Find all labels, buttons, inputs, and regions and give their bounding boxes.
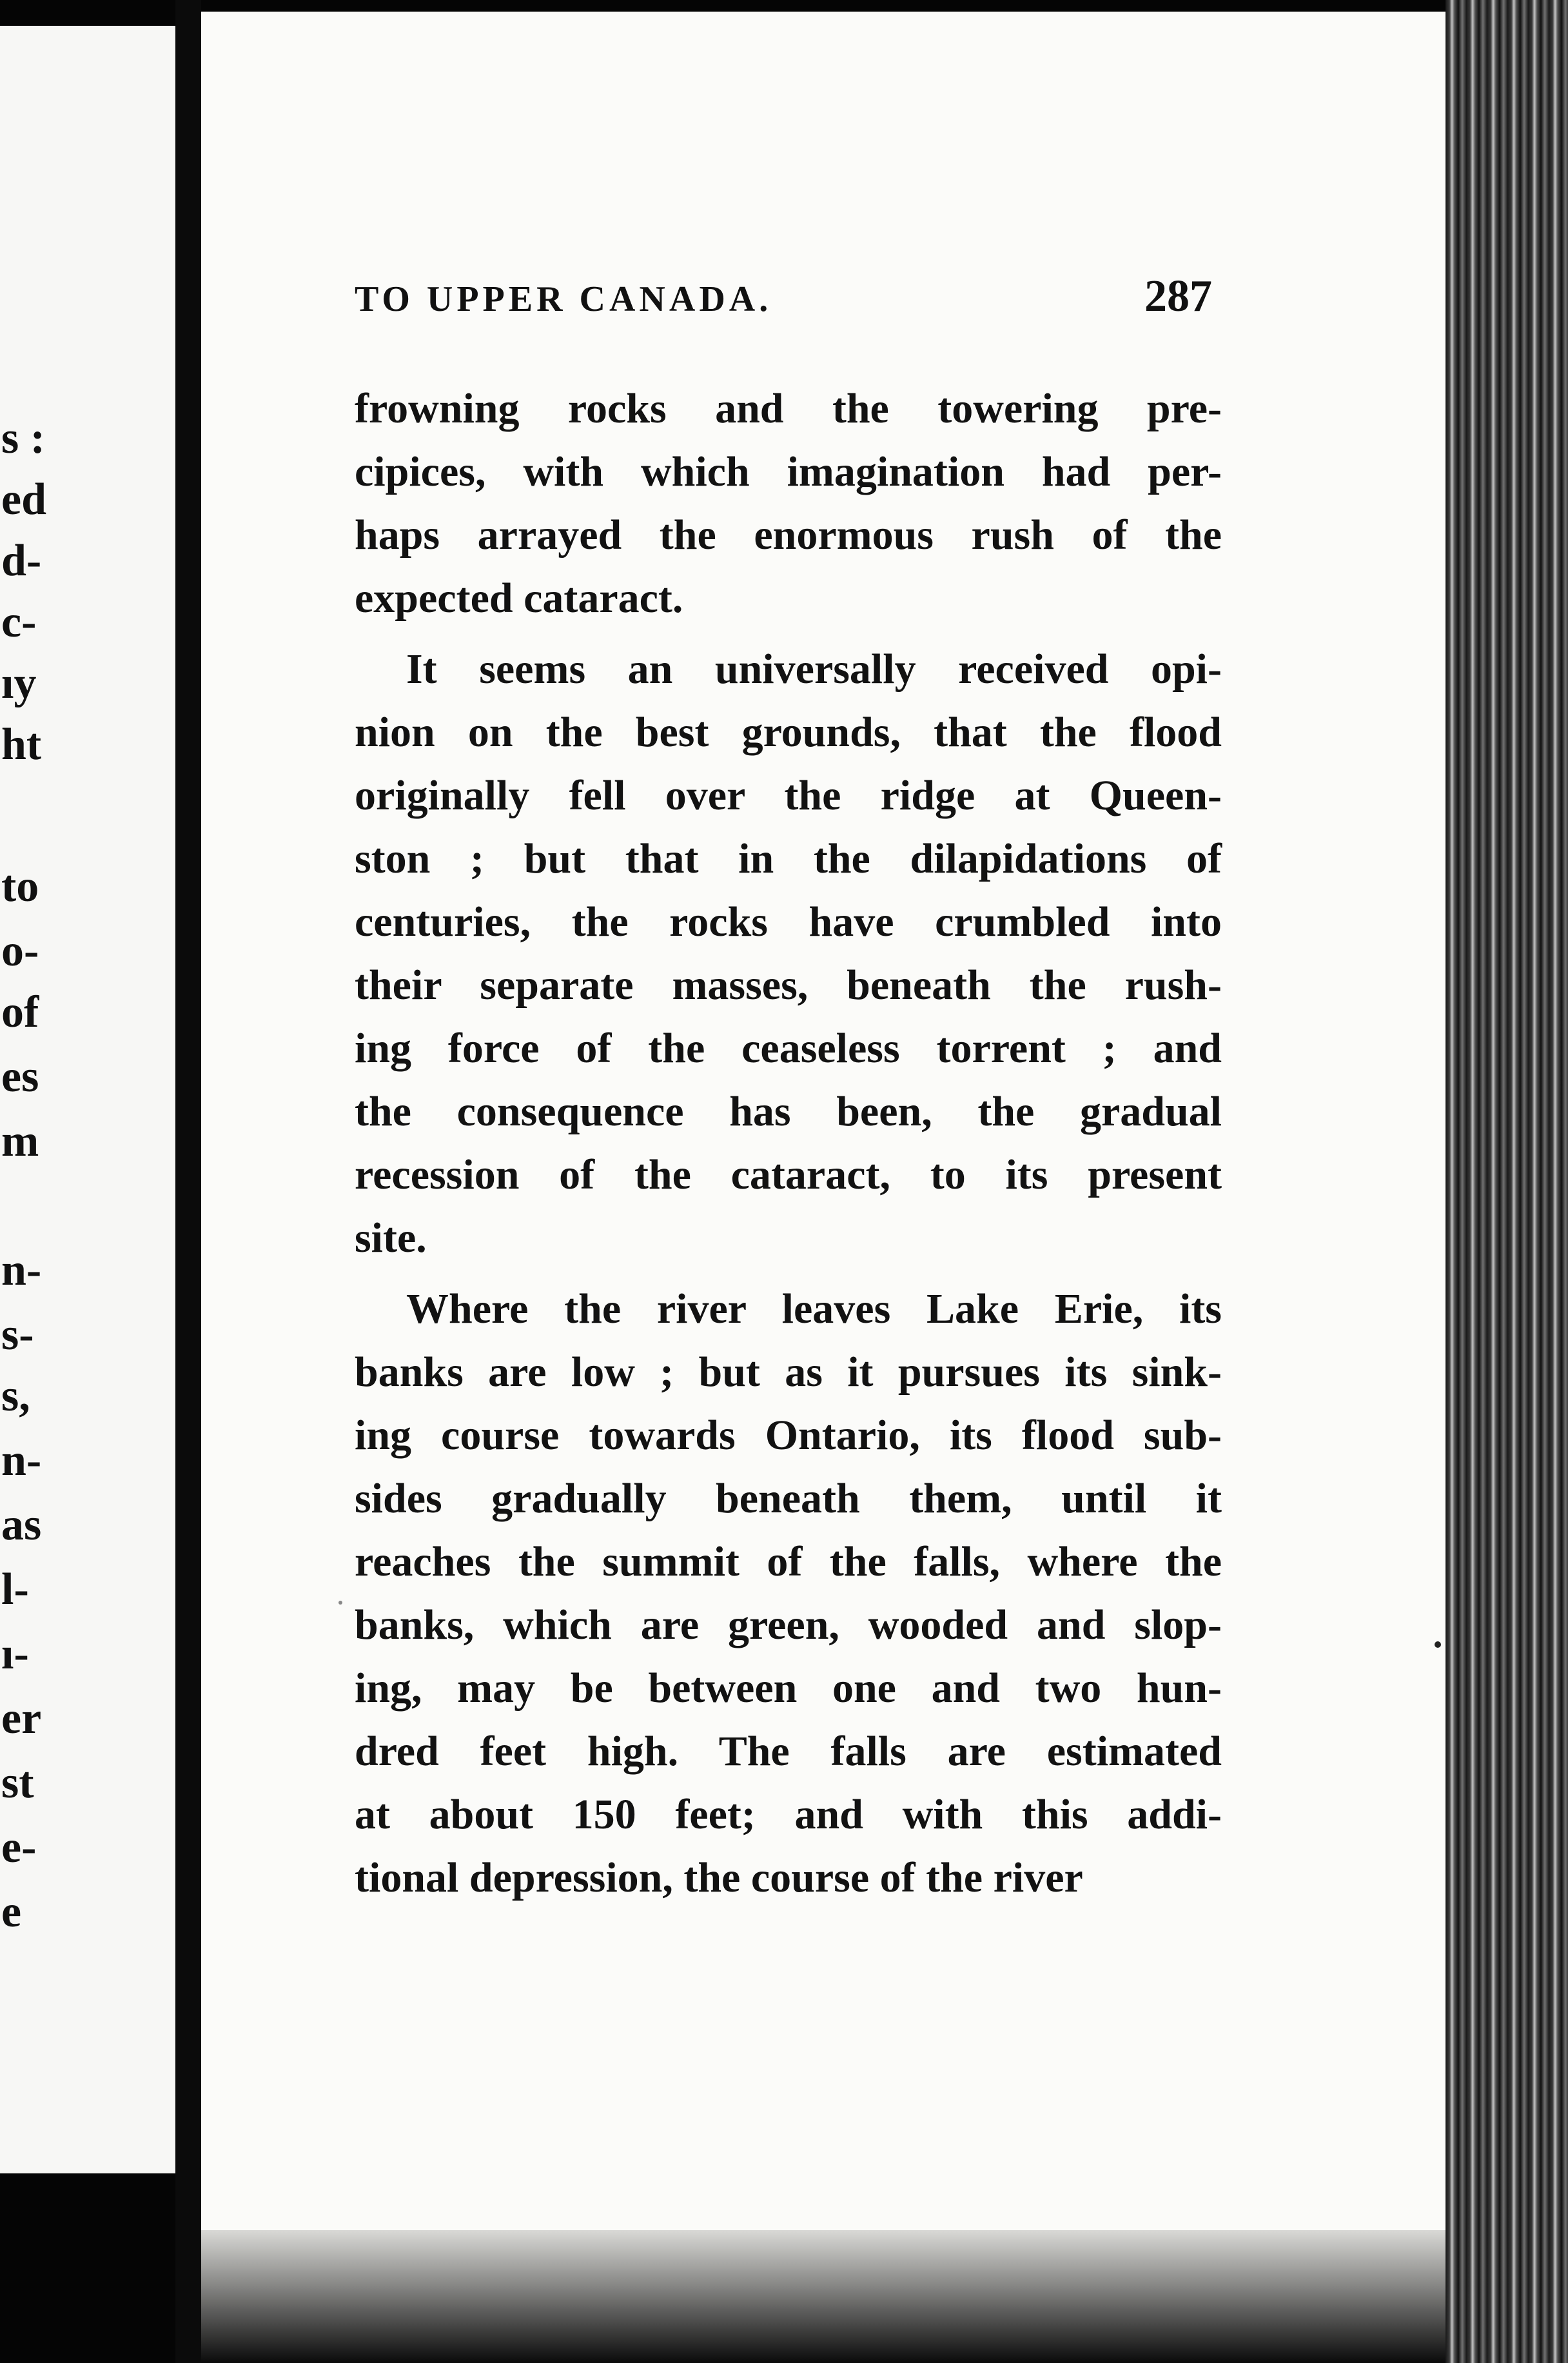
text-line: their separate masses, beneath the rush- (355, 962, 1222, 1009)
text-line: ing force of the ceaseless torrent ; and (355, 1025, 1222, 1072)
left-page-edge (0, 26, 175, 2173)
left-fragment: s, (1, 1371, 30, 1421)
text-line: Where the river leaves Lake Erie, its (406, 1285, 1222, 1332)
text-line: tional depression, the course of the river (355, 1854, 1083, 1901)
text-line: originally fell over the ridge at Queen- (355, 772, 1222, 819)
text-line: at about 150 feet; and with this addi- (355, 1791, 1222, 1838)
text-line: banks are low ; but as it pursues its sink- (355, 1349, 1222, 1396)
text-line: nion on the best grounds, that the flood (355, 709, 1222, 756)
left-fragment: s : (1, 413, 46, 463)
left-fragment: er (1, 1694, 42, 1743)
text-line: ing, may be between one and two hun- (355, 1665, 1222, 1712)
paragraph (355, 638, 1222, 1270)
text-line: haps arrayed the enormous rush of the (355, 511, 1222, 559)
left-fragment: ed (1, 475, 46, 524)
left-fragment: as (1, 1500, 42, 1550)
bottom-shadow (201, 2230, 1446, 2363)
left-fragment: of (1, 987, 39, 1037)
text-line: reaches the summit of the falls, where the (355, 1538, 1222, 1585)
left-fragment: ıy (1, 658, 37, 708)
left-fragment: ht (1, 720, 42, 769)
text-line: expected cataract. (355, 575, 683, 622)
text-line: ing course towards Ontario, its flood sub- (355, 1412, 1222, 1459)
left-fragment: d- (1, 536, 42, 586)
text-line: ston ; but that in the dilapidations of (355, 835, 1222, 882)
text-line: It seems an universally received opi- (406, 646, 1222, 693)
running-head (355, 264, 1212, 322)
text-line: site. (355, 1214, 427, 1261)
left-fragment: ı- (1, 1629, 29, 1679)
page-edges (1446, 0, 1568, 2363)
left-fragment: m (1, 1116, 39, 1166)
body-text (355, 377, 1222, 1910)
text-line: dred feet high. The falls are estimated (355, 1728, 1222, 1775)
paragraph (355, 1278, 1222, 1910)
text-line: the consequence has been, the gradual (355, 1088, 1222, 1135)
left-fragment: e- (1, 1823, 37, 1872)
left-fragment: es (1, 1052, 39, 1102)
left-fragment: to (1, 862, 39, 911)
left-page-fragments (0, 26, 175, 2173)
paragraph (355, 377, 1222, 630)
book-gutter (175, 0, 201, 2363)
text-line: recession of the cataract, to its present (355, 1151, 1222, 1198)
left-fragment: o- (1, 926, 39, 976)
text-line: frowning rocks and the towering pre- (355, 385, 1222, 432)
page-number: 287 (1144, 272, 1212, 321)
text-line: centuries, the rocks have crumbled into (355, 898, 1222, 945)
text-line: banks, which are green, wooded and slop- (355, 1601, 1222, 1648)
left-fragment: st (1, 1758, 34, 1808)
left-fragment: c- (1, 597, 37, 647)
running-title: TO UPPER CANADA. (355, 279, 772, 319)
ink-speck (338, 1601, 342, 1605)
left-fragment: s- (1, 1310, 34, 1359)
left-fragment: n- (1, 1436, 42, 1485)
ink-speck (1435, 1641, 1441, 1648)
left-fragment: l- (1, 1565, 29, 1614)
left-fragment: e (1, 1887, 22, 1937)
left-fragment: n- (1, 1245, 42, 1295)
text-line: cipices, with which imagination had per- (355, 448, 1222, 495)
text-line: sides gradually beneath them, until it (355, 1475, 1222, 1522)
